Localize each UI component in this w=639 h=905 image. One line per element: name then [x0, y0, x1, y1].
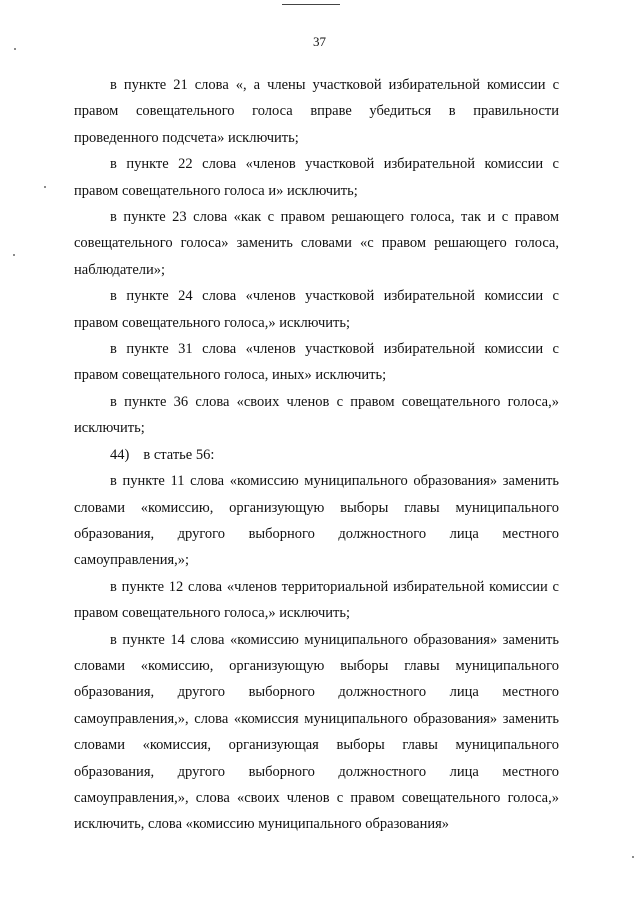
scan-speck — [44, 186, 46, 188]
paragraph-item-22: в пункте 22 слова «членов участковой избирательной комиссии с правом совещательного голоса и» исключить; — [74, 156, 559, 199]
scan-speck — [13, 254, 15, 256]
list-number: 44) — [110, 446, 130, 463]
paragraph-item-31: в пункте 31 слова «членов участковой избирательной комиссии с правом совещательного голоса, иных» исключить; — [74, 341, 559, 384]
scan-speck — [632, 856, 634, 858]
paragraph-item-23: в пункте 23 слова «как с правом решающего голоса, так и с правом совещательного голоса» заменить словами «с правом решающего голоса, наблюдатели»; — [74, 209, 559, 278]
paragraph-item-21: в пункте 21 слова «, а члены участковой избирательной комиссии с правом совещательного голоса вправе убедиться в правильности проведенного подсчета» исключить; — [74, 77, 559, 146]
paragraph-item-11: в пункте 11 слова «комиссию муниципального образования» заменить словами «комиссию, организующую выборы главы муниципального образования, другого выборного должностного лица местного самоуправления,»; — [74, 473, 559, 569]
top-border-rule — [282, 4, 340, 5]
paragraph-item-36: в пункте 36 слова «своих членов с правом совещательного голоса,» исключить; — [74, 393, 559, 437]
paragraph-numbered-44 — [74, 442, 559, 468]
paragraph-item-24: в пункте 24 слова «членов участковой избирательной комиссии с правом совещательного голоса,» исключить; — [74, 288, 559, 331]
document-body — [74, 72, 559, 838]
page-number: 37 — [313, 34, 326, 49]
list-item-text: в статье 56: — [143, 446, 215, 463]
paragraph-item-14: в пункте 14 слова «комиссию муниципального образования» заменить словами «комиссию, организующую выборы главы муниципального образования, другого выборного должностного лица местного самоуправления,», слова «комиссия муниципального образования» заменить словами «комиссия, организующая выборы главы муниципального образования, другого выборного должностного лица местного самоуправления,», слова «своих членов с правом совещательного голоса,» исключить, слова «комиссию муниципального образования» — [74, 631, 559, 833]
scan-speck — [14, 48, 16, 50]
paragraph-item-12: в пункте 12 слова «членов территориальной избирательной комиссии с правом совещательного голоса,» исключить; — [74, 578, 559, 622]
